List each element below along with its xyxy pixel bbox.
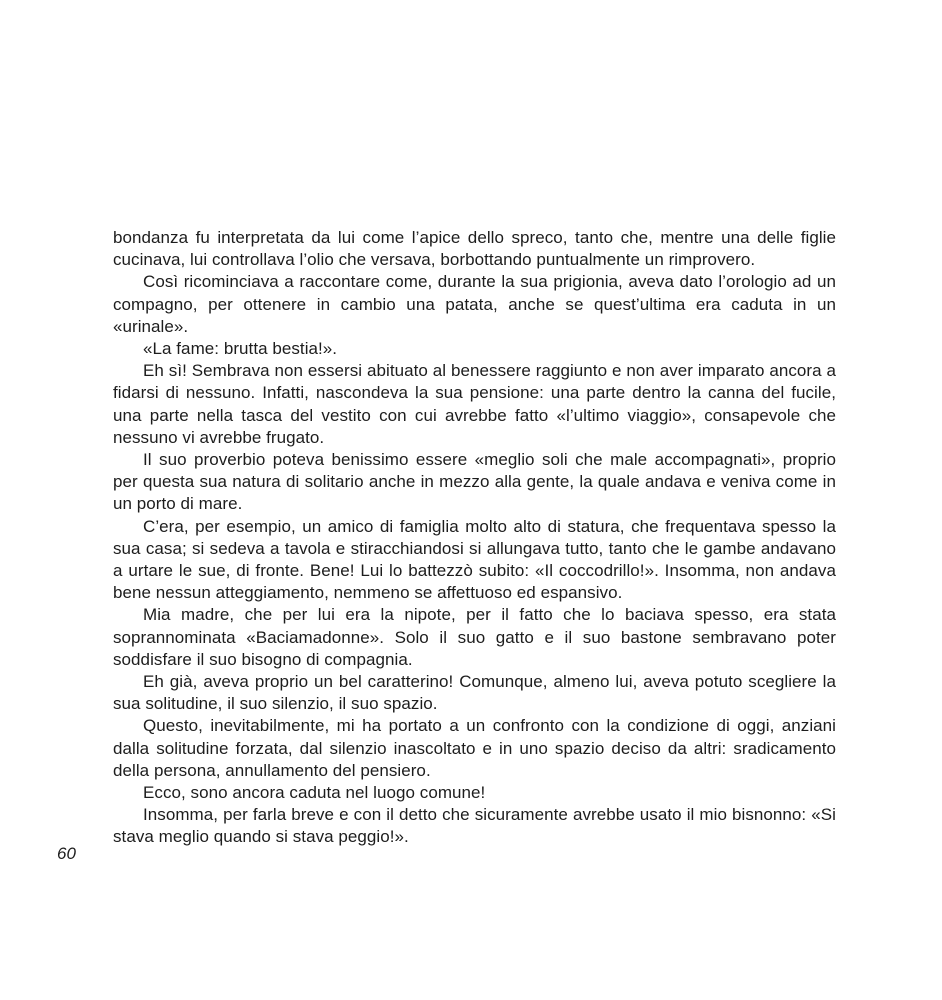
paragraph: Ecco, sono ancora caduta nel luogo comune! — [143, 783, 486, 803]
paragraph: C’era, per esempio, un amico di famiglia molto alto di statura, che frequentava spesso la sua casa; si sedeva a tavola e stiracchiandosi si allungava tutto, tanto che le gambe andavano a urtare le sue, di fronte. Bene! Lui lo battezzò subito: «Il coccodrillo!». Insomma, non andava bene nessun atteggiamento, nemmeno se affettuoso ed espansivo. — [113, 516, 836, 603]
paragraph: bondanza fu interpretata da lui come l’apice dello spreco, tanto che, mentre una delle figlie cucinava, lui controllava l’olio che versava, borbottando puntualmente un rimprovero. — [113, 228, 836, 270]
paragraph: Mia madre, che per lui era la nipote, per il fatto che lo baciava spesso, era stata soprannominata «Baciamadonne». Solo il suo gatto e il suo bastone sembravano poter soddisfare il suo bisogno di compagnia. — [113, 605, 836, 669]
paragraph: Questo, inevitabilmente, mi ha portato a un confronto con la condizione di oggi, anziani dalla solitudine forzata, dal silenzio inascoltato e in uno spazio deciso da altri: sradicamento della persona, annullamento del pensiero. — [113, 716, 836, 780]
paragraph: Eh sì! Sembrava non essersi abituato al benessere raggiunto e non aver imparato ancora a fidarsi di nessuno. Infatti, nascondeva la sua pensione: una parte dentro la canna del fucile, una parte nella tasca del vestito con cui avrebbe fatto «l’ultimo viaggio», consapevole che nessuno vi avrebbe frugato. — [113, 361, 836, 447]
body-text — [113, 227, 836, 849]
paragraph: Così ricominciava a raccontare come, durante la sua prigionia, aveva dato l’orologio ad un compagno, per ottenere in cambio una patata, anche se quest’ultima era caduta in un «urinale». — [113, 272, 836, 336]
paragraph: Eh già, aveva proprio un bel caratterino! Comunque, almeno lui, aveva potuto scegliere la sua solitudine, il suo silenzio, il suo spazio. — [113, 672, 836, 714]
paragraph: Il suo proverbio poteva benissimo essere «meglio soli che male accompagnati», proprio per questa sua natura di solitario anche in mezzo alla gente, la quale andava e veniva come in un porto di mare. — [113, 450, 836, 514]
paragraph: «La fame: brutta bestia!». — [143, 339, 338, 359]
paragraph: Insomma, per farla breve e con il detto che sicuramente avrebbe usato il mio bisnonno: «Si stava meglio quando si stava peggio!». — [113, 805, 836, 847]
page-number: 60 — [57, 844, 76, 863]
